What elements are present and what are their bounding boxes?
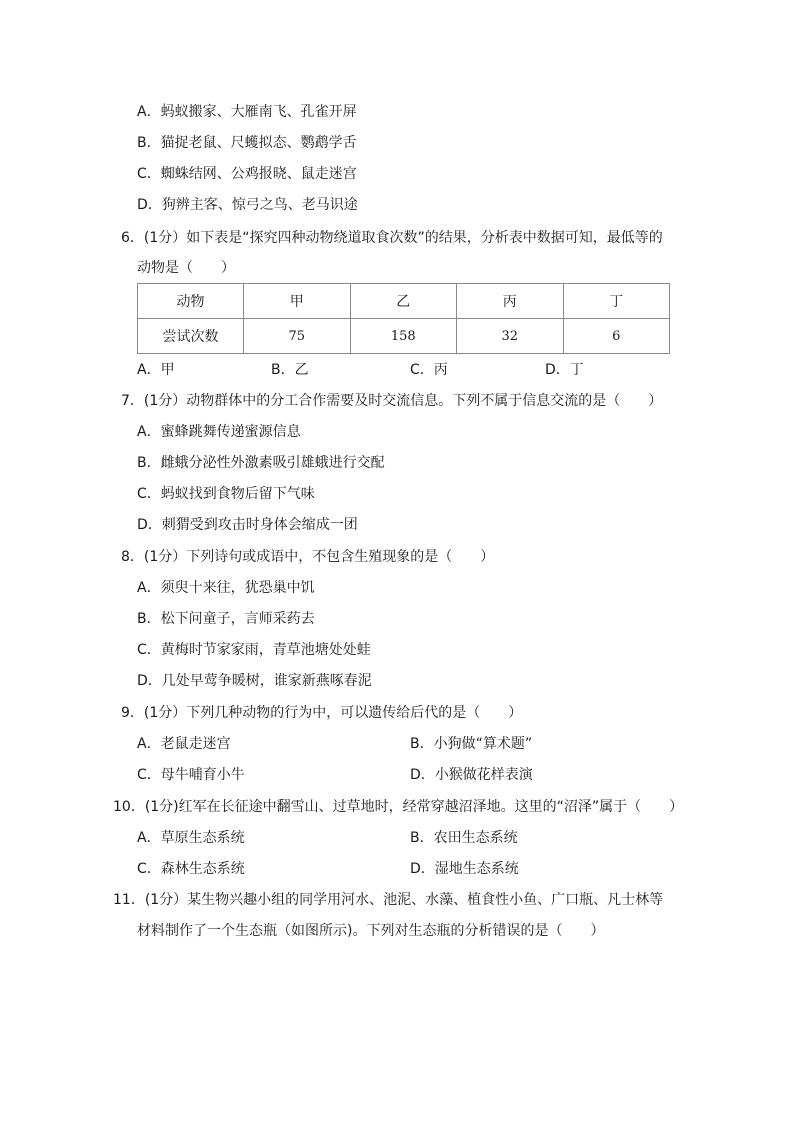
table-cell: 75 <box>244 319 351 354</box>
table-cell: 6 <box>563 319 670 354</box>
q5-option-d: D．狗辨主客、惊弓之鸟、老马识途 <box>137 197 358 213</box>
q8-option-a: A．须臾十来往，犹恐巢中饥 <box>137 580 315 596</box>
table-cell: 尝试次数 <box>138 319 244 354</box>
table-cell: 丁 <box>563 284 670 319</box>
q5-option-a: A．蚂蚁搬家、大雁南飞、孔雀开屏 <box>137 104 357 120</box>
q7-stem: 7．(1分）动物群体中的分工合作需要及时交流信息。下列不属于信息交流的是（ ） <box>121 393 663 409</box>
table-cell: 32 <box>457 319 564 354</box>
table-cell: 甲 <box>244 284 351 319</box>
q8-option-c: C．黄梅时节家家雨，青草池塘处处蛙 <box>137 642 371 658</box>
q11-stem: 11．(1分）某生物兴趣小组的同学用河水、池泥、水藻、植食性小鱼、广口瓶、凡士林等 <box>113 892 664 908</box>
q9-option-c: C．母牛哺育小牛 <box>137 767 245 783</box>
q11-stem-continued: 材料制作了一个生态瓶（如图所示)。下列对生态瓶的分析错误的是（ ） <box>137 923 605 939</box>
q9-option-d: D．小猴做花样表演 <box>410 767 533 783</box>
q6-option-a: A．甲 <box>137 362 175 378</box>
q8-stem: 8．(1分）下列诗句或成语中，不包含生殖现象的是（ ） <box>121 549 495 565</box>
q6-stem: 6．(1分）如下表是“探究四种动物绕道取食次数”的结果，分析表中数据可知，最低等的 <box>121 230 663 246</box>
q5-option-b: B．猫捉老鼠、尺蠖拟态、鹦鹉学舌 <box>137 135 357 151</box>
q10-option-a: A．草原生态系统 <box>137 830 245 846</box>
table-cell: 乙 <box>350 284 457 319</box>
table-row <box>138 319 670 354</box>
q5-option-c: C．蜘蛛结网、公鸡报晓、鼠走迷宫 <box>137 166 357 182</box>
q10-option-b: B．农田生态系统 <box>410 830 518 846</box>
q9-stem: 9．(1分）下列几种动物的行为中，可以遗传给后代的是（ ） <box>121 705 523 721</box>
q10-option-d: D．湿地生态系统 <box>410 861 519 877</box>
q10-option-c: C．森林生态系统 <box>137 861 245 877</box>
q8-option-d: D．几处早莺争暖树，谁家新燕啄春泥 <box>137 673 372 689</box>
table-cell: 158 <box>350 319 457 354</box>
q10-stem: 10．(1分)红军在长征途中翻雪山、过草地时，经常穿越沼泽地。这里的“沼泽”属于（ ） <box>113 799 684 815</box>
q6-data-table <box>137 283 670 354</box>
q9-option-a: A．老鼠走迷宫 <box>137 736 231 752</box>
table-cell: 丙 <box>457 284 564 319</box>
q8-option-b: B．松下问童子，言师采药去 <box>137 611 315 627</box>
q9-option-b: B．小狗做“算术题” <box>410 736 533 752</box>
q7-option-a: A．蜜蜂跳舞传递蜜源信息 <box>137 424 301 440</box>
q6-option-d: D．丁 <box>545 362 584 378</box>
q6-stem-continued: 动物是（ ） <box>137 260 235 276</box>
q6-option-c: C．丙 <box>410 362 448 378</box>
q7-option-b: B．雌蛾分泌性外激素吸引雄蛾进行交配 <box>137 455 385 471</box>
q7-option-d: D．刺猬受到攻击时身体会缩成一团 <box>137 517 358 533</box>
table-cell: 动物 <box>138 284 244 319</box>
table-header-row <box>138 284 670 319</box>
q7-option-c: C．蚂蚁找到食物后留下气味 <box>137 486 315 502</box>
q6-option-b: B．乙 <box>271 362 309 378</box>
